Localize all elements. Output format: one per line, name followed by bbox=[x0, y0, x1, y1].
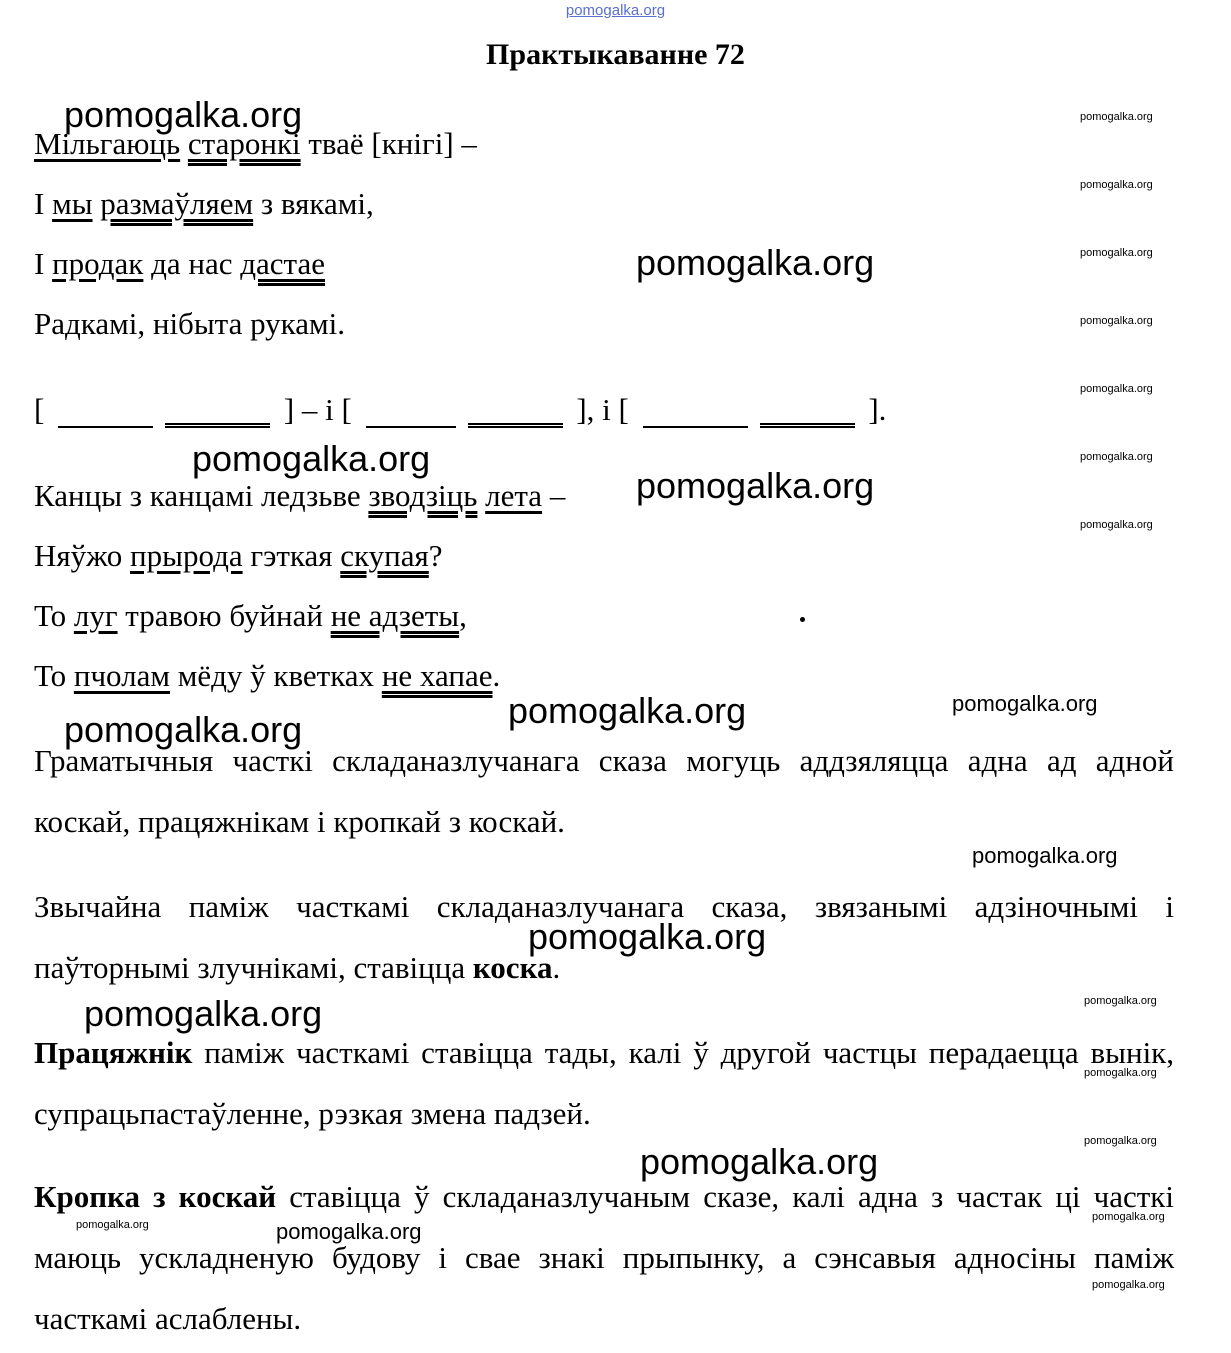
watermark: pomogalka.org bbox=[192, 438, 431, 479]
predicate-blank bbox=[468, 401, 563, 428]
watermark: pomogalka.org bbox=[1080, 315, 1153, 327]
paragraph-text: . bbox=[552, 950, 561, 985]
line-text: І bbox=[34, 246, 53, 281]
line-text: . bbox=[492, 658, 501, 693]
watermark: pomogalka.org bbox=[636, 242, 875, 283]
subject-word: Мільгаюць bbox=[34, 126, 181, 161]
line-text: з вякамі, bbox=[253, 186, 374, 221]
line-text: То bbox=[34, 658, 74, 693]
sentence-schema bbox=[34, 392, 886, 428]
watermark: pomogalka.org bbox=[1080, 111, 1153, 123]
watermark: pomogalka.org bbox=[1084, 1067, 1157, 1079]
poem-line bbox=[34, 478, 565, 514]
watermark: pomogalka.org bbox=[1080, 383, 1153, 395]
schema-bracket: ] – і [ bbox=[276, 392, 360, 427]
term-bold: коска bbox=[472, 950, 553, 985]
line-text: да нас bbox=[143, 246, 241, 281]
poem-line bbox=[34, 246, 325, 282]
schema-bracket: [ bbox=[34, 392, 53, 427]
paragraph-text: ставіцца ў складаназлучаным сказе, калі адна з частак ці часткі маюць ускладненую будову і свае знакі прыпынку, а сэнсавыя адносіны паміж часткамі аслаблены. bbox=[34, 1179, 1174, 1336]
line-text: І bbox=[34, 186, 53, 221]
stray-dot bbox=[800, 617, 805, 622]
watermark: pomogalka.org bbox=[1092, 1279, 1165, 1291]
watermark: pomogalka.org bbox=[952, 691, 1098, 716]
line-text: гэткая bbox=[242, 538, 341, 573]
subject-word: луг bbox=[73, 598, 118, 633]
line-text: ? bbox=[428, 538, 443, 573]
watermark: pomogalka.org bbox=[972, 843, 1118, 868]
subject-word: прырода bbox=[130, 538, 243, 573]
poem-line bbox=[34, 306, 345, 342]
subject-word: пчолам bbox=[73, 658, 170, 693]
rule-paragraph bbox=[34, 1166, 1174, 1349]
watermark: pomogalka.org bbox=[1080, 247, 1153, 259]
watermark: pomogalka.org bbox=[1080, 451, 1153, 463]
schema-bracket: ]. bbox=[860, 392, 887, 427]
term-bold: Працяжнік bbox=[34, 1035, 193, 1070]
predicate-word: размаўляем bbox=[100, 186, 254, 221]
watermark: pomogalka.org bbox=[1080, 179, 1153, 191]
watermark: pomogalka.org bbox=[1080, 519, 1153, 531]
line-text: мёду ў кветках bbox=[169, 658, 382, 693]
subject-word: лета bbox=[485, 478, 543, 513]
watermark: pomogalka.org bbox=[1084, 1135, 1157, 1147]
rule-paragraph bbox=[34, 1022, 1174, 1144]
poem-line bbox=[34, 658, 500, 694]
watermark: pomogalka.org bbox=[640, 1141, 879, 1182]
watermark: pomogalka.org bbox=[276, 1219, 422, 1244]
line-text: – bbox=[542, 478, 566, 513]
term-bold: Кропка з коскай bbox=[34, 1179, 277, 1214]
subject-blank bbox=[643, 404, 748, 428]
watermark: pomogalka.org bbox=[84, 993, 323, 1034]
watermark: pomogalka.org bbox=[508, 690, 747, 731]
paragraph-text: паміж часткамі ставіцца тады, калі ў другой частцы перадаецца вынік, супрацьпастаўленне, рэзкая змена падзей. bbox=[34, 1035, 1174, 1131]
line-text: Няўжо bbox=[34, 538, 131, 573]
watermark: pomogalka.org bbox=[64, 94, 303, 135]
watermark: pomogalka.org bbox=[528, 916, 767, 957]
subject-blank bbox=[58, 404, 153, 428]
schema-bracket: ], і [ bbox=[568, 392, 637, 427]
watermark: pomogalka.org bbox=[64, 709, 303, 750]
watermark: pomogalka.org bbox=[1092, 1211, 1165, 1223]
subject-word: мы bbox=[52, 186, 93, 221]
poem-line bbox=[34, 186, 374, 222]
subject-blank bbox=[366, 404, 456, 428]
poem-line bbox=[34, 538, 443, 574]
page-title: Практыкаванне 72 bbox=[486, 38, 745, 71]
predicate-word: старонкі bbox=[187, 126, 301, 161]
watermark: pomogalka.org bbox=[636, 465, 875, 506]
paragraph-text: Звычайна паміж часткамі складаназлучанага сказа, звязанымі адзіночнымі і паўторнымі злучнікамі, ставіцца bbox=[34, 889, 1174, 985]
watermark: pomogalka.org bbox=[76, 1219, 149, 1231]
poem-line bbox=[34, 598, 467, 634]
subject-word: продак bbox=[52, 246, 144, 281]
predicate-word: скупая bbox=[340, 538, 429, 573]
predicate-word: не хапае bbox=[381, 658, 493, 693]
line-text: Радкамі, нібыта рукамі. bbox=[34, 306, 346, 341]
line-text: травою буйнай bbox=[117, 598, 331, 633]
predicate-word: зводзіць bbox=[368, 478, 478, 513]
predicate-word: дастае bbox=[240, 246, 326, 281]
line-text: тваё [кнігі] – bbox=[300, 126, 477, 161]
line-text: То bbox=[34, 598, 74, 633]
predicate-word: не адзеты bbox=[330, 598, 460, 633]
line-text: , bbox=[459, 598, 467, 633]
watermark: pomogalka.org bbox=[1084, 995, 1157, 1007]
paragraph-text: Граматычныя часткі складаназлучанага сказа могуць аддзяляцца адна ад адной коскай, працяжнікам і кропкай з коскай. bbox=[34, 743, 1174, 839]
site-link[interactable]: pomogalka.org bbox=[565, 2, 666, 19]
predicate-blank bbox=[760, 401, 855, 428]
line-text: Канцы з канцамі ледзьве bbox=[34, 478, 369, 513]
predicate-blank bbox=[165, 401, 270, 428]
